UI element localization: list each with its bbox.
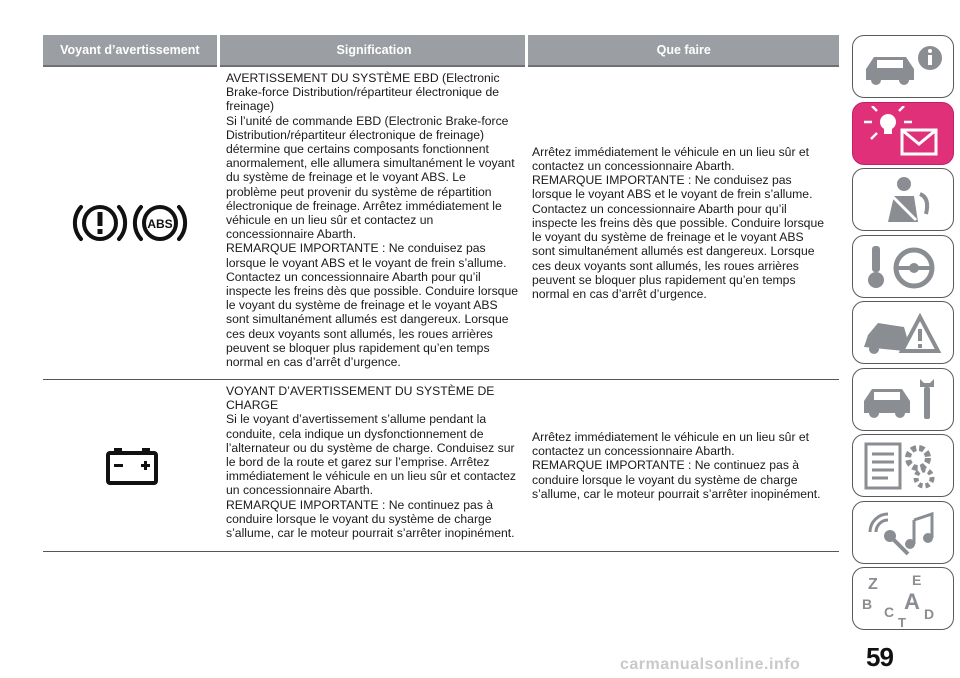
tab-starting-driving[interactable] <box>852 235 954 298</box>
signification-text: AVERTISSEMENT DU SYSTÈME EBD (Electronic Brake-force Distribution/répartiteur électronique de freinage) Si l’unité de commande EBD (Electronic Brake-force Distribution/répartiteur électronique de freinage) détermine que certains composants fonctionnent anormalement, elle allumera simultanément le voyant du système de freinage et le voyant ABS. Le problème peut provenir du système de répartition électronique de freinage. Arrêtez immédiatement le véhicule en un lieu sûr et contactez un concessionnaire Abarth. REMARQUE IMPORTANTE : Ne conduisez pas lorsque le voyant ABS et le voyant de frein s’allume. Contactez un concessionnaire Abarth pour qu’il inspecte les freins dès que possible. Conduire lorsque le voyant du système de freinage et le voyant ABS sont simultanément allumés est dangereux. Lorsque ces deux voyants sont allumés, les roues arrières peuvent se bloquer plus rapidement qu’en temps normal en cas d’arrêt d’urgence. <box>226 71 518 370</box>
index-letter: C <box>884 603 895 620</box>
tab-warning-lights[interactable] <box>852 102 954 165</box>
multimedia-icon <box>858 506 948 558</box>
index-letter: D <box>924 605 935 622</box>
abs-icon <box>135 207 185 239</box>
icon-cell <box>43 380 221 551</box>
tab-car-info[interactable] <box>852 35 954 98</box>
action-text-content: Arrêtez immédiatement le véhicule en un lieu sûr et contactez un concessionnaire Abarth. REMARQUE IMPORTANTE : Ne continuez pas à conduire lorsque le voyant du système de charge s’allume, car le moteur pourrait s’arrêter inopinément. <box>532 429 821 501</box>
header-signification: Signification <box>336 43 412 57</box>
car-wrench-icon <box>858 373 948 425</box>
car-info-icon <box>858 42 948 92</box>
tab-index[interactable] <box>852 567 954 630</box>
index-letter: E <box>912 571 922 588</box>
header-warning-light: Voyant d’avertissement <box>60 43 200 57</box>
tab-specifications[interactable] <box>852 434 954 497</box>
signification-text: VOYANT D’AVERTISSEMENT DU SYSTÈME DE CHARGE Si le voyant d’avertissement s’allume pendant la conduite, cela indique un dysfonctionnement de l’alternateur ou du système de charge. Conduisez sur le bord de la route et garez sur l’emprise. Arrêtez immédiatement le véhicule en un lieu sûr et contactez un concessionnaire Abarth. REMARQUE IMPORTANTE : Ne continuez pas à conduire lorsque le voyant du système de charge s’allume, car le moteur pourrait s’arrêter inopinément. <box>226 384 516 541</box>
warning-lights-table <box>43 35 839 552</box>
chapter-tabs <box>852 35 954 634</box>
index-letter: B <box>862 595 873 612</box>
abs-label: ABS <box>147 217 173 231</box>
header-separator <box>217 35 220 67</box>
action-text <box>526 67 839 379</box>
alphabet-index-icon <box>858 571 948 627</box>
icon-cell <box>43 67 221 379</box>
watermark: carmanualsonline.info <box>620 656 801 673</box>
table-row <box>43 380 839 552</box>
brake-warning-icon <box>72 195 192 251</box>
seatbelt-airbag-icon <box>858 174 948 226</box>
tab-multimedia[interactable] <box>852 501 954 564</box>
action-text-content: Arrêtez immédiatement le véhicule en un lieu sûr et contactez un concessionnaire Abarth. REMARQUE IMPORTANTE : Ne conduisez pas lorsque le voyant ABS et le voyant de frein s’allume. Contactez un concessionnaire Abarth pour qu’il inspecte les freins dès que possible. Conduire lorsque le voyant du système de freinage et le voyant ABS sont simultanément allumés est dangereux. Lorsque ces deux voyants sont allumés, les roues arrières peuvent se bloquer plus rapidement qu’en temps normal en cas d’arrêt d’urgence. <box>532 144 824 301</box>
tab-safety[interactable] <box>852 168 954 231</box>
table-header <box>43 35 839 67</box>
action-text <box>526 380 839 551</box>
header-action: Que faire <box>656 43 711 57</box>
warning-light-message-icon <box>858 106 948 160</box>
tab-emergency[interactable] <box>852 301 954 364</box>
index-letter: T <box>898 614 906 627</box>
key-steering-wheel-icon <box>858 240 948 292</box>
page-number: 59 <box>866 642 893 672</box>
specs-gear-icon <box>858 440 948 492</box>
index-letter: Z <box>868 575 878 593</box>
tab-maintenance[interactable] <box>852 368 954 431</box>
car-accident-warning-icon <box>858 307 948 359</box>
table-row <box>43 67 839 380</box>
battery-icon <box>105 446 159 486</box>
index-letter: A <box>904 588 920 614</box>
